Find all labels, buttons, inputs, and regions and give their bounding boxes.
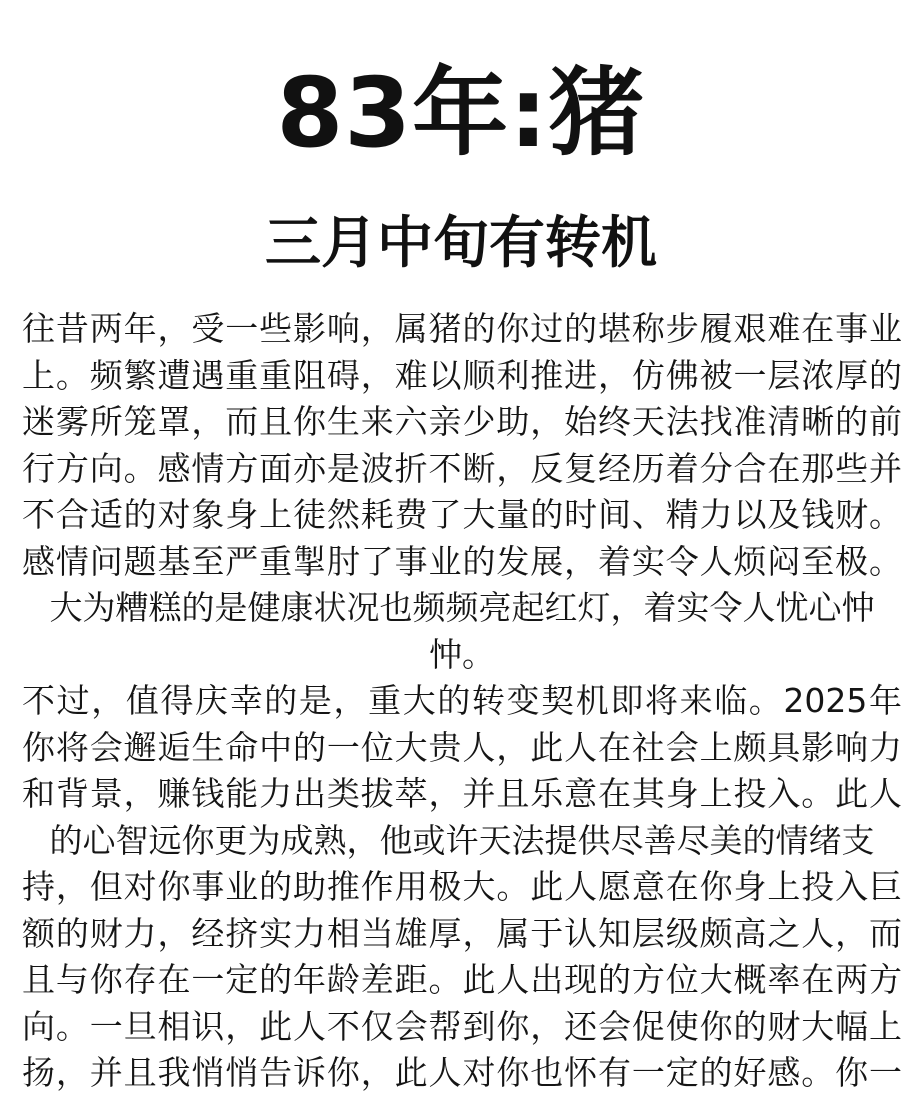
body-line: 的心智远你更为成熟，他或许天法提供尽善尽美的情绪支 [49,820,875,860]
page-title: 83年:猪 [276,57,646,169]
body-line: 且与你存在一定的年龄差距。此人出现的方位大概率在两方 [22,960,902,999]
body-line: 上。频繁遭遇重重阻碍，难以顺利推进，仿佛被一层浓厚的 [22,355,902,395]
body-line: 迷雾所笼罩，而且你生来六亲少助，始终天法找准清晰的前 [22,402,902,441]
body-line: 行方向。感情方面亦是波折不断，反复经历着分合在那些并 [22,448,902,488]
body-line: 感情问题基至严重掣肘了事业的发展，着实令人烦闷至极。 [22,541,902,581]
body-line: 不过，值得庆幸的是，重大的转变契机即将来临。2025年 [22,681,902,720]
article-body [22,306,902,1097]
body-line: 不合适的对象身上徒然耗费了大量的时间、精力以及钱财。 [22,495,902,534]
page-subtitle: 三月中旬有转机 [265,211,657,276]
body-line: 扬，并且我悄悄告诉你，此人对你也怀有一定的好感。你一 [22,1053,902,1092]
body-line: 你将会邂逅生命中的一位大贵人，此人在社会上颇具影响力 [22,727,902,767]
body-line: 往昔两年，受一些影响，属猪的你过的堪称步履艰难在事业 [22,309,902,348]
body-line: 向。一旦相识，此人不仅会帮到你，还会促使你的财大幅上 [22,1006,902,1046]
body-line: 忡。 [429,634,495,674]
body-line: 额的财力，经挤实力相当雄厚，属于认知层级颇高之人，而 [22,913,902,953]
body-line: 持，但对你事业的助推作用极大。此人愿意在你身上投入巨 [22,867,902,906]
body-line: 和背景，赚钱能力出类拔萃，并且乐意在其身上投入。此人 [22,774,902,813]
body-line: 大为糟糕的是健康状况也频频亮起红灯，着实令人忧心忡 [49,588,875,627]
